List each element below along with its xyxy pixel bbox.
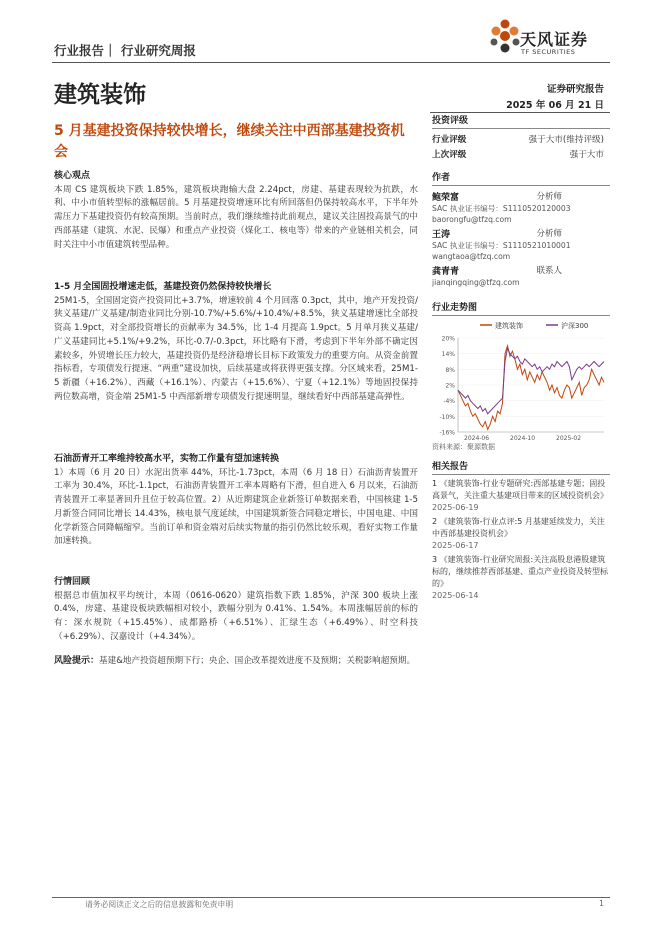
author-item xyxy=(432,190,610,225)
rating-box xyxy=(432,113,610,160)
authors-box xyxy=(432,170,610,288)
rating-label: 上次评级 xyxy=(432,150,467,160)
rating-row xyxy=(432,148,604,160)
related-title[interactable]: 3 《建筑装饰-行业研究周报:关注高股息港股建筑标的，继续推荐西部基建、重点产业投资及转型标的》 xyxy=(432,555,608,588)
report-type: 行业报告｜ 行业研究周报 xyxy=(54,43,196,58)
related-title[interactable]: 1 《建筑装饰-行业专题研究:西部基建专题；固投高景气，关注重大基建项目带来的区域投资机会》 xyxy=(432,479,608,500)
y-tick-label: -10% xyxy=(439,413,455,421)
related-date: 2025-06-17 xyxy=(432,541,479,550)
legend-label: 沪深300 xyxy=(561,322,589,330)
author-role: 分析师 xyxy=(536,192,562,202)
report-date: 2025 年 06 月 21 日 xyxy=(506,100,604,111)
section-title: 1-5 月全国固投增速走低，基建投资仍然保持较快增长 xyxy=(54,282,272,292)
y-tick-label: 2% xyxy=(445,382,455,390)
industry-name: 建筑装饰 xyxy=(54,82,146,108)
rating-heading: 投资评级 xyxy=(432,113,610,129)
chart-source: 资料来源：聚源数据 xyxy=(432,443,495,451)
report-title: 5 月基建投资保持较快增长，继续关注中西部基建投资机会 xyxy=(54,123,405,160)
section-text: 根据总市值加权平均统计，本周（0616-0620）建筑指数下跌 1.85%，沪深 300 板块上涨 0.4%，房建、基建设板块跌幅相对较小，跌幅分别为 0.41%、1.54%。本周涨幅居前的标的有：深水规院（+15.45%）、成都路桥（+6.51%）、汇绿生态（+6.49%）、时空科技（+6.29%）、汉嘉设计（+4.34%）。 xyxy=(54,590,418,642)
trend-chart xyxy=(432,318,610,442)
y-tick-label: 14% xyxy=(441,351,455,359)
section-title: 核心观点 xyxy=(54,171,91,181)
section-investment xyxy=(54,281,418,404)
rating-label: 行业评级 xyxy=(432,135,467,145)
tf-logo-icon xyxy=(488,14,522,60)
x-tick-label: 2024-10 xyxy=(510,435,536,442)
author-name: 王涛 xyxy=(432,230,451,240)
related-date: 2025-06-19 xyxy=(432,503,479,512)
section-asphalt xyxy=(54,453,418,549)
section-core-view xyxy=(54,170,418,252)
rating-row xyxy=(432,133,604,145)
author-item xyxy=(432,227,610,262)
series-line xyxy=(458,348,604,413)
logo-text: 天风证券 xyxy=(520,30,589,49)
section-text: 25M1-5，全国固定资产投资同比+3.7%，增速较前 4 个月回落 0.3pct，其中，地产开发投资/狭义基建/广义基建/制造业同比分别-10.7%/+5.6%/+10.4%/+8.5%，狭义基建增速比全部投资高 1.9pct，对全部投资增长的贡献率为 34.5%，比 1-4 月提高 1.9pct。5 月单月狭义基建/广义基建同比+5.1%/+9.2%，环比-0.7/-0.3pct，环比略有下滑，考虑到下半年外部不确定因素较多，外贸增长压力较大，基建投资仍是经济稳增长目标下政策发力的重要方向。从资金前置指标看，专项债发行提速、“两重”建设加快，后续基建或将获得更强支撑。分区域来看，25M1-5 新疆（+16.2%）、西藏（+16.1%）、内蒙古（+15.6%）、宁夏（+12.1%）等地固投保持两位数高增，资金端 25M1-5 中西部新增专项债发行提速明显，继续看好中西部基建高弹性。 xyxy=(54,295,418,402)
series-line xyxy=(458,346,604,430)
page-number: 1 xyxy=(599,899,604,908)
author-cert: SAC 执业证书编号：S1110520120003 xyxy=(432,204,571,213)
footer-disclaimer: 请务必阅读正文之后的信息披露和免责申明 xyxy=(85,900,234,909)
header-divider xyxy=(52,62,610,63)
logo-subtext: TF SECURITIES xyxy=(521,48,576,56)
author-name: 龚青青 xyxy=(432,267,460,277)
section-title: 行情回顾 xyxy=(54,577,91,587)
related-item[interactable] xyxy=(432,516,610,552)
related-box xyxy=(432,459,610,602)
author-item xyxy=(432,264,610,288)
section-risk xyxy=(54,655,418,669)
risk-title: 风险提示： xyxy=(54,656,100,666)
trend-box xyxy=(432,300,610,453)
authors-heading: 作者 xyxy=(432,170,610,186)
section-text: 本周 CS 建筑板块下跌 1.85%，建筑板块跑输大盘 2.24pct，房建、基建表现较为抗跌，水利、中小市值转型标的涨幅居前。5 月基建投资增速环比有所回落但仍保持较高水平，下半年外需压力下基建投资仍有较高预期。当前时点，我们继续维持此前观点，建议关注固投高景气的中西部基建（建筑、水泥、民爆）和重点产业投资（煤化工、核电等）带来的产业链相关机会，同时关注中小市值建筑转型品种。 xyxy=(54,184,418,250)
y-tick-label: 8% xyxy=(445,366,455,374)
x-tick-label: 2024-06 xyxy=(464,435,490,442)
related-item[interactable] xyxy=(432,478,610,514)
author-role: 分析师 xyxy=(536,229,562,239)
related-item[interactable] xyxy=(432,554,610,602)
legend-label: 建筑装饰 xyxy=(495,322,523,330)
y-tick-label: -4% xyxy=(443,398,455,406)
author-email[interactable]: jianqingqing@tfzq.com xyxy=(432,278,520,287)
related-heading: 相关报告 xyxy=(432,459,610,475)
trend-heading: 行业走势图 xyxy=(432,300,610,316)
author-email[interactable]: wangtaoa@tfzq.com xyxy=(432,252,511,261)
section-text: 1）本周（6 月 20 日）水泥出货率 44%，环比-1.73pct，本周（6 月 18 日）石油沥青装置开工率为 30.4%，环比-1.1pct，石油沥青装置开工率本周略有下滑，但自进入 6 月以来，石油沥青装置开工率显著回升且位于较高位置。2）从近期建筑企业新签订单数据来看，中国核建 1-5 月新签合同同比增长 14.43%，核电景气度延续，中国建筑新签合同稳定增长，中国电建、中国化学新签合同降幅缩窄。当前订单和资金端对后续实物量的指引仍然比较乐观，看好实物工作量加速转换。 xyxy=(54,467,418,547)
rating-value: 强于大市(维持评级) xyxy=(528,135,604,145)
author-name: 鲍荣富 xyxy=(432,193,460,203)
related-date: 2025-06-14 xyxy=(432,591,479,600)
author-cert: SAC 执业证书编号：S1110521010001 xyxy=(432,241,571,250)
y-tick-label: 20% xyxy=(441,335,455,343)
author-email[interactable]: baorongfu@tfzq.com xyxy=(432,215,512,224)
report-kind: 证券研究报告 xyxy=(546,84,604,95)
x-tick-label: 2025-02 xyxy=(556,435,582,442)
rating-value: 强于大市 xyxy=(569,150,604,160)
section-title: 石油沥青开工率维持较高水平，实物工作量有望加速转换 xyxy=(54,454,280,464)
risk-text: 基建&地产投资超预期下行；央企、国企改革提效进度不及预期；关税影响超预期。 xyxy=(99,656,416,666)
author-role: 联系人 xyxy=(536,266,562,276)
section-market-review xyxy=(54,576,418,645)
footer-divider xyxy=(52,897,610,898)
y-tick-label: -16% xyxy=(439,429,455,437)
related-title[interactable]: 2 《建筑装饰-行业点评:5 月基建延续发力，关注中西部基建投资机会》 xyxy=(432,517,605,538)
